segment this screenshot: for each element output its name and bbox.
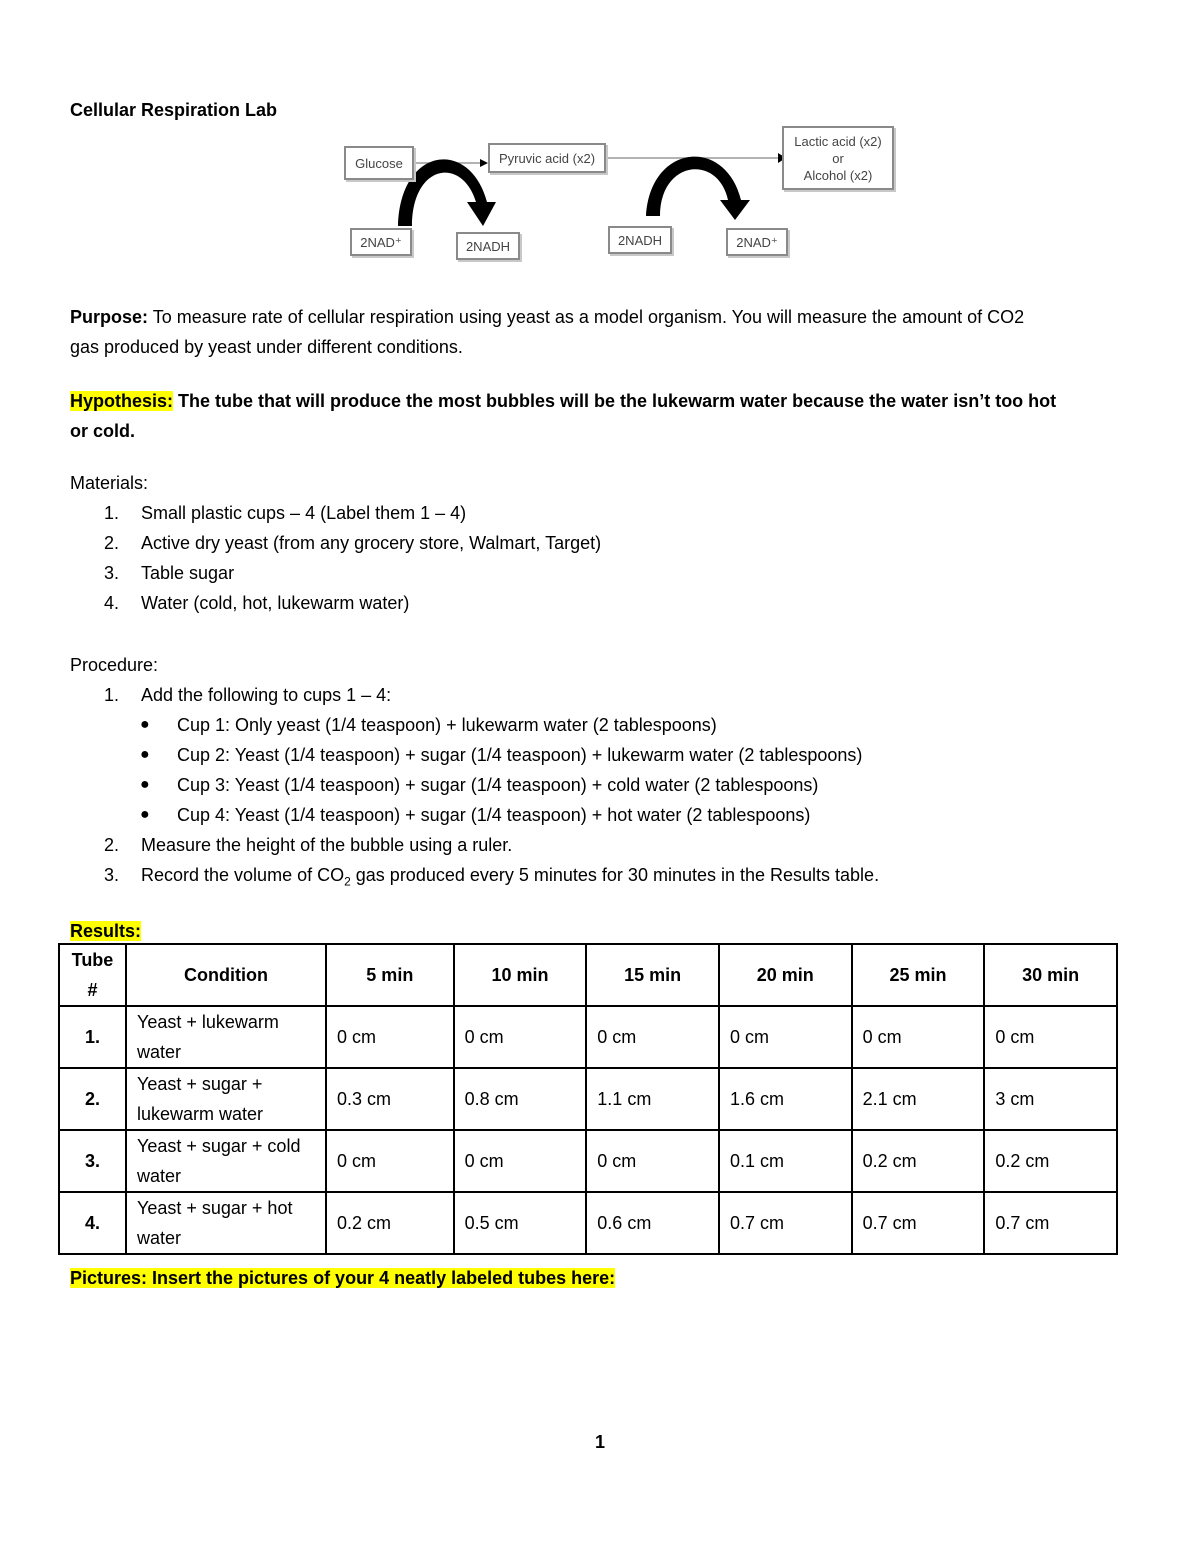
value-cell: 0.3 cm — [326, 1068, 454, 1130]
value-cell: 0.6 cm — [586, 1192, 719, 1254]
value-cell: 0.7 cm — [719, 1192, 852, 1254]
list-text: Table sugar — [141, 563, 235, 583]
list-number: 3. — [104, 865, 120, 885]
purpose-section — [70, 302, 1130, 362]
materials-item — [70, 558, 1130, 588]
pictures-section — [70, 1263, 615, 1293]
bullet-icon: ● — [140, 806, 150, 823]
hypothesis-text-1: The tube that will produce the most bubbles will be the lukewarm water because the water isn’t too hot — [173, 391, 1057, 411]
header-20min: 20 min — [719, 944, 852, 1006]
value-cell: 2.1 cm — [852, 1068, 985, 1130]
list-text: Measure the height of the bubble using a ruler. — [141, 835, 513, 855]
page-number: 1 — [594, 1432, 605, 1452]
value-cell: 0.2 cm — [326, 1192, 454, 1254]
procedure-list — [70, 680, 1130, 710]
glucose-box: Glucose — [344, 146, 414, 180]
value-cell: 0.2 cm — [984, 1130, 1117, 1192]
value-cell: 0.1 cm — [719, 1130, 852, 1192]
lactic-alcohol-box — [782, 126, 894, 190]
document-page — [70, 96, 1130, 941]
list-number: 2. — [104, 835, 120, 855]
materials-item — [70, 588, 1130, 618]
value-cell: 0.7 cm — [852, 1192, 985, 1254]
results-table — [58, 943, 1118, 1255]
condition-cell: Yeast + sugar + cold water — [126, 1130, 326, 1192]
list-number: 4. — [104, 593, 120, 613]
materials-item — [70, 498, 1130, 528]
procedure-list-continued — [70, 830, 1130, 890]
cup-text: Cup 4: Yeast (1/4 teaspoon) + sugar (1/4 teaspoon) + hot water (2 tablespoons) — [177, 805, 811, 825]
header-30min: 30 min — [984, 944, 1117, 1006]
header-5min: 5 min — [326, 944, 454, 1006]
value-cell: 0 cm — [326, 1130, 454, 1192]
procedure-section — [70, 650, 1130, 890]
procedure-heading: Procedure: — [70, 655, 159, 675]
value-cell: 0 cm — [719, 1006, 852, 1068]
procedure-step — [70, 860, 1130, 890]
materials-section — [70, 468, 1130, 618]
subscript: 2 — [344, 874, 351, 889]
value-cell: 0 cm — [454, 1006, 587, 1068]
purpose-text-2: gas produced by yeast under different conditions. — [70, 337, 463, 357]
list-text: Add the following to cups 1 – 4: — [141, 685, 392, 705]
procedure-step — [70, 680, 1130, 710]
value-cell: 0 cm — [984, 1006, 1117, 1068]
list-number: 1. — [104, 685, 120, 705]
header-15min: 15 min — [586, 944, 719, 1006]
value-cell: 0.8 cm — [454, 1068, 587, 1130]
cup-item — [70, 740, 1130, 770]
tube-cell: 3. — [59, 1130, 126, 1192]
materials-heading: Materials: — [70, 473, 149, 493]
value-cell: 1.6 cm — [719, 1068, 852, 1130]
header-10min: 10 min — [454, 944, 587, 1006]
materials-item — [70, 528, 1130, 558]
nadh-left-box: 2NADH — [456, 232, 520, 260]
curved-arrow-right — [646, 157, 750, 220]
fermentation-diagram — [330, 124, 900, 266]
glucose-to-pyruvic-arrowhead — [480, 159, 488, 167]
hypothesis-text-2: or cold. — [70, 421, 136, 441]
bullet-icon: ● — [140, 776, 150, 793]
condition-cell: Yeast + sugar + hot water — [126, 1192, 326, 1254]
pictures-label: Pictures: Insert the pictures of your 4 neatly labeled tubes here: — [70, 1268, 616, 1288]
value-cell: 1.1 cm — [586, 1068, 719, 1130]
results-section — [70, 916, 1130, 946]
cup-text: Cup 3: Yeast (1/4 teaspoon) + sugar (1/4 teaspoon) + cold water (2 tablespoons) — [177, 775, 819, 795]
cup-item — [70, 710, 1130, 740]
value-cell: 0.5 cm — [454, 1192, 587, 1254]
tube-cell: 2. — [59, 1068, 126, 1130]
alcohol-label: Alcohol (x2) — [803, 167, 873, 183]
list-number: 3. — [104, 563, 120, 583]
bullet-icon: ● — [140, 746, 150, 763]
table-row — [59, 1192, 1117, 1254]
cup-item — [70, 770, 1130, 800]
header-condition: Condition — [126, 944, 326, 1006]
table-row — [59, 1130, 1117, 1192]
document-title: Cellular Respiration Lab — [70, 100, 278, 120]
list-number: 2. — [104, 533, 120, 553]
value-cell: 0 cm — [326, 1006, 454, 1068]
cup-text: Cup 1: Only yeast (1/4 teaspoon) + lukewarm water (2 tablespoons) — [177, 715, 717, 735]
table-row — [59, 1006, 1117, 1068]
table-row — [59, 1068, 1117, 1130]
purpose-label: Purpose: — [70, 307, 149, 327]
tube-cell: 1. — [59, 1006, 126, 1068]
value-cell: 0 cm — [586, 1130, 719, 1192]
nadh-right-box: 2NADH — [608, 226, 672, 254]
list-text: Record the volume of CO — [141, 865, 345, 885]
condition-cell: Yeast + lukewarm water — [126, 1006, 326, 1068]
lactic-acid-label: Lactic acid (x2) — [794, 133, 882, 149]
pyruvic-acid-box: Pyruvic acid (x2) — [488, 143, 606, 173]
cup-item — [70, 800, 1130, 830]
results-label: Results: — [70, 921, 142, 941]
hypothesis-section — [70, 386, 1130, 446]
nad-left-box: 2NAD⁺ — [350, 228, 412, 256]
tube-cell: 4. — [59, 1192, 126, 1254]
list-text: Small plastic cups – 4 (Label them 1 – 4) — [141, 503, 467, 523]
bullet-icon: ● — [140, 716, 150, 733]
purpose-text-1: To measure rate of cellular respiration using yeast as a model organism. You will measure the amount of CO2 — [148, 307, 1025, 327]
value-cell: 0.2 cm — [852, 1130, 985, 1192]
header-25min: 25 min — [852, 944, 985, 1006]
or-label: or — [832, 150, 844, 166]
nad-right-box: 2NAD⁺ — [726, 228, 788, 256]
hypothesis-label: Hypothesis: — [70, 391, 174, 411]
list-text: Water (cold, hot, lukewarm water) — [141, 593, 410, 613]
header-tube: Tube # — [59, 944, 126, 1006]
list-text: gas produced every 5 minutes for 30 minutes in the Results table. — [350, 865, 880, 885]
list-number: 1. — [104, 503, 120, 523]
list-text: Active dry yeast (from any grocery store, Walmart, Target) — [141, 533, 602, 553]
cup-list — [70, 710, 1130, 830]
condition-cell: Yeast + sugar + lukewarm water — [126, 1068, 326, 1130]
value-cell: 0.7 cm — [984, 1192, 1117, 1254]
procedure-step — [70, 830, 1130, 860]
cup-text: Cup 2: Yeast (1/4 teaspoon) + sugar (1/4 teaspoon) + lukewarm water (2 tablespoons) — [177, 745, 863, 765]
table-header-row — [59, 944, 1117, 1006]
value-cell: 0 cm — [454, 1130, 587, 1192]
value-cell: 3 cm — [984, 1068, 1117, 1130]
materials-list — [70, 498, 1130, 618]
value-cell: 0 cm — [852, 1006, 985, 1068]
value-cell: 0 cm — [586, 1006, 719, 1068]
